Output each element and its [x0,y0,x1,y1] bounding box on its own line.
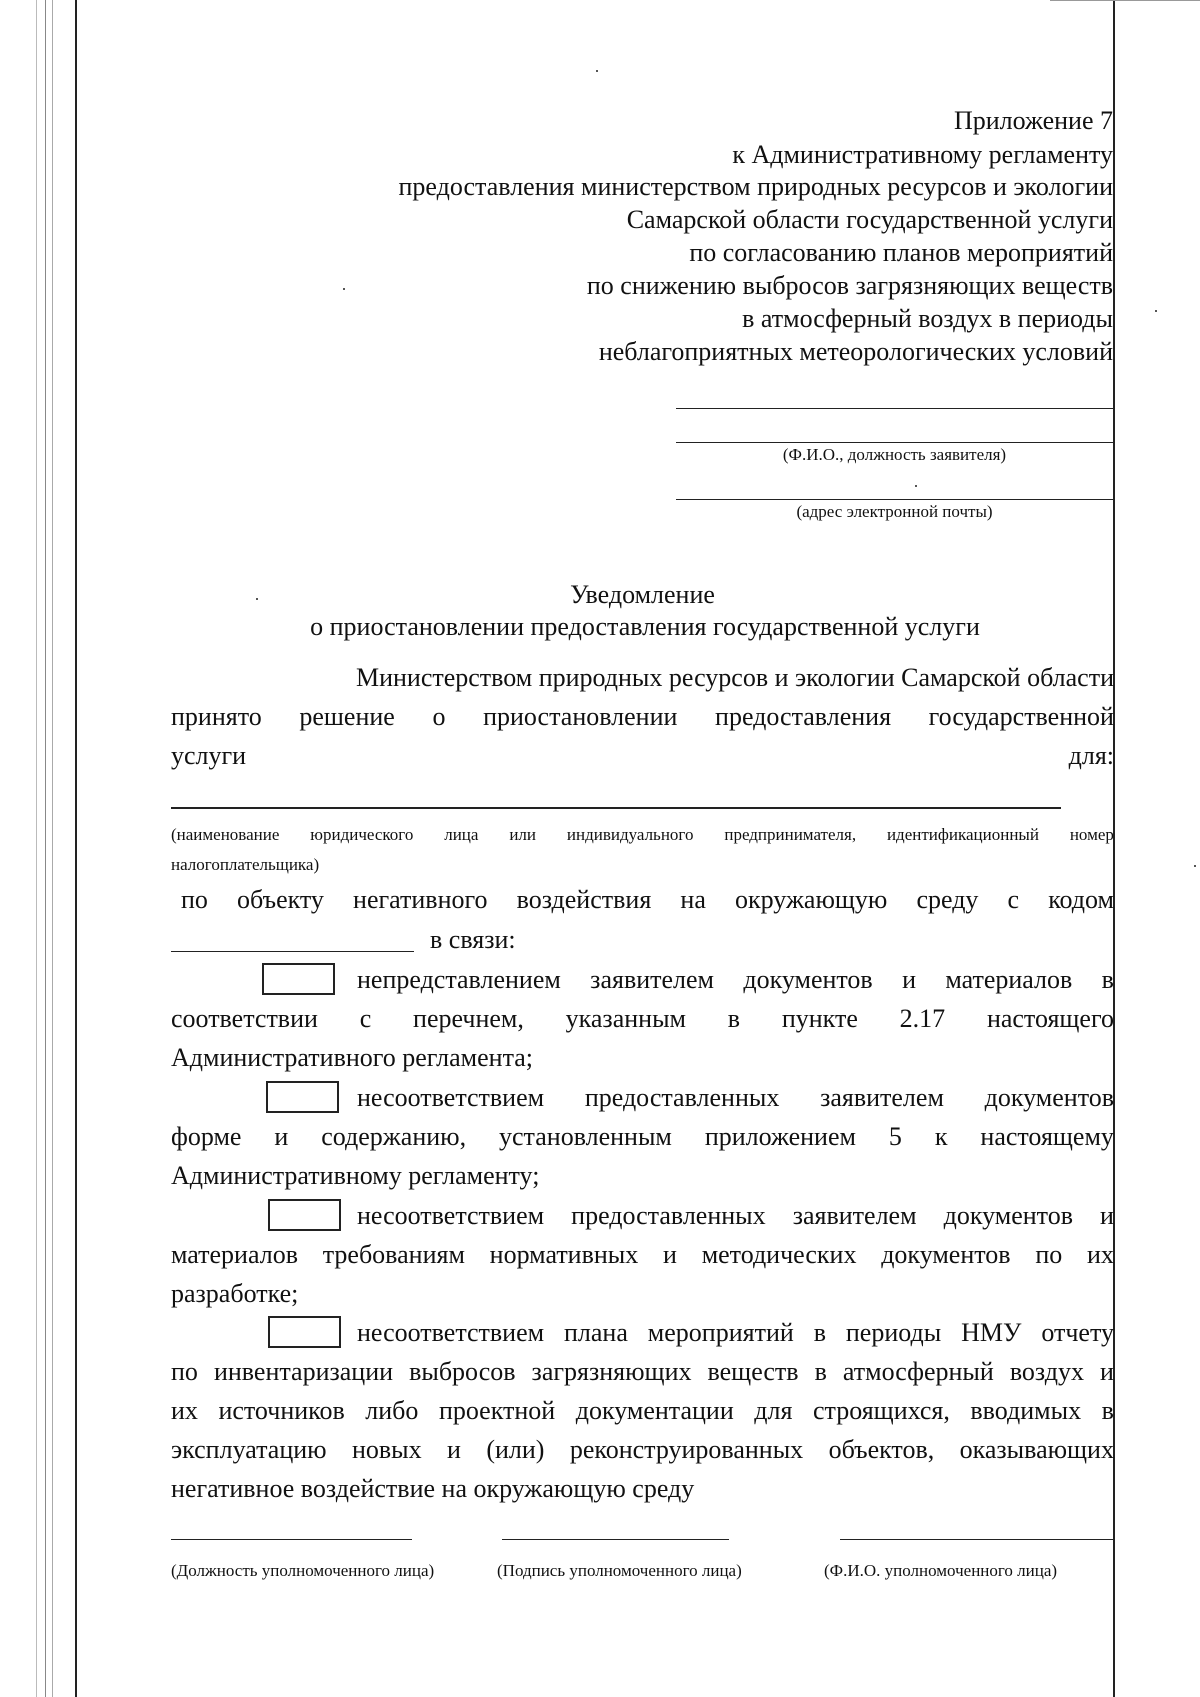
word: с [1007,885,1020,914]
reason-3-checkbox[interactable] [268,1199,341,1231]
word: проектной [438,1396,556,1425]
word: инвентаризации [213,1357,394,1386]
word: государственной [928,702,1114,731]
intro-line-1: Министерством природных ресурсов и экологии Самарской области [355,663,1114,692]
word: и [1100,1201,1114,1230]
word: их [1086,1240,1114,1269]
document-subtitle: о приостановлении предоставления государственной услуги [310,612,980,641]
word: для [754,1396,793,1425]
header-line: к Административному регламенту [732,140,1113,169]
word: непредставлением [357,965,561,994]
reason-1-line-1 [357,964,1114,996]
word: и [663,1240,677,1269]
word: НМУ [961,1318,1022,1347]
word: атмосферный [842,1357,994,1386]
scan-speck [596,70,598,72]
word: и [447,1435,461,1464]
word: кодом [1048,885,1114,914]
word: с [359,1004,372,1033]
word: 5 [888,1122,902,1151]
word: методических [701,1240,857,1269]
word: пункте [781,1004,858,1033]
word: номер [1069,825,1114,844]
word: предпринимателя, [724,825,857,844]
entity-caption-line-2: налогоплательщика) [171,855,320,874]
word: строящихся, [813,1396,950,1425]
scan-edge-right-top [1050,0,1200,1]
word: указанным [565,1004,686,1033]
word: предоставления [715,702,892,731]
word: по [181,885,208,914]
word: среду [916,885,979,914]
reason-2-checkbox[interactable] [266,1081,339,1113]
word: документов [743,965,873,994]
word: заявителем [792,1201,917,1230]
word: эксплуатацию [171,1435,327,1464]
word: предоставленных [571,1201,766,1230]
header-line: Приложение 7 [953,106,1113,135]
header-line: Самарской области государственной услуги [626,205,1113,234]
signature-position-line[interactable] [171,1539,412,1540]
word: источников [218,1396,345,1425]
applicant-name-line[interactable] [676,442,1113,443]
word: содержанию, [321,1122,467,1151]
word: идентификационный [886,825,1039,844]
word: и [902,965,916,994]
scan-edge-left [75,0,77,1697]
reason-3-line-2 [171,1239,1114,1271]
word: перечнем, [413,1004,524,1033]
signature-name-caption: (Ф.И.О. уполномоченного лица) [824,1561,1058,1580]
word: и [274,1122,289,1151]
entity-caption-line-1 [171,825,1114,845]
word: плана [564,1318,628,1347]
applicant-email-line[interactable] [676,499,1113,500]
word: окружающую [735,885,888,914]
reason-1-line-2 [171,1003,1114,1035]
reason-1-checkbox[interactable] [262,963,335,995]
word: материалов [171,1240,298,1269]
reason-4-line-1 [357,1317,1114,1349]
reason-4-line-3 [171,1395,1114,1427]
word: несоответствием [357,1083,545,1112]
word: вводимых [970,1396,1082,1425]
reason-4-checkbox[interactable] [268,1316,341,1348]
scan-edge-left-faint [45,0,46,1697]
word: их [171,1396,198,1425]
signature-sign-caption: (Подпись уполномоченного лица) [497,1561,742,1580]
reason-2-line-3: Административному регламенту; [171,1161,540,1190]
header-line: неблагоприятных метеорологических условий [598,337,1113,366]
word: в [814,1357,827,1386]
applicant-line-1[interactable] [676,408,1113,409]
scan-speck [1155,310,1157,312]
entity-name-line[interactable] [171,807,1061,809]
word: требованиям [322,1240,465,1269]
word: предоставленных [584,1083,780,1112]
word: документов [881,1240,1011,1269]
word: в [1101,1396,1114,1425]
word: и [1100,1357,1114,1386]
word: на [680,885,706,914]
word: по [171,1357,198,1386]
intro-line-3 [171,740,1114,772]
word: материалов [945,965,1073,994]
scan-speck [343,288,345,290]
scan-edge-left-faint-2 [52,0,53,1697]
word: к [934,1122,948,1151]
word: нормативных [489,1240,639,1269]
word: периоды [845,1318,942,1347]
word: настоящего [986,1004,1114,1033]
object-line-1 [181,884,1114,916]
word: форме [171,1122,242,1151]
signature-name-line[interactable] [840,1539,1113,1540]
word: 2.17 [899,1004,946,1033]
reason-4-line-2 [171,1356,1114,1388]
applicant-email-caption: (адрес электронной почты) [796,502,993,521]
reason-4-line-4 [171,1434,1114,1466]
word: лица [444,825,479,844]
word: заявителем [820,1083,944,1112]
word: документов [984,1083,1114,1112]
intro-line-2 [171,701,1114,733]
word: принято [171,702,262,731]
word: документации [575,1396,734,1425]
reason-3-line-1 [357,1200,1114,1232]
word: индивидуального [566,825,694,844]
word: документов [943,1201,1073,1230]
reason-1-line-3: Административного регламента; [171,1043,534,1072]
word: (или) [486,1435,545,1464]
word: или [509,825,537,844]
word: в [1101,965,1114,994]
reason-4-line-5: негативное воздействие на окружающую среду [171,1474,695,1503]
scan-edge-left-faint-3 [36,0,37,1697]
word: выбросов [409,1357,516,1386]
reason-3-line-3: разработке; [171,1279,299,1308]
scan-speck [915,485,917,487]
word: новых [351,1435,422,1464]
header-line: по согласованию планов мероприятий [689,238,1113,267]
word: в [813,1318,826,1347]
word: соответствии [171,1004,318,1033]
signature-sign-line[interactable] [502,1539,729,1540]
word: в [727,1004,741,1033]
word: реконструированных [569,1435,804,1464]
word: решение [299,702,395,731]
word: либо [365,1396,419,1425]
word: о [432,702,446,731]
word: оказывающих [959,1435,1114,1464]
header-line: предоставления министерством природных ресурсов и экологии [398,172,1113,201]
word: мероприятий [647,1318,794,1347]
word: несоответствием [357,1201,545,1230]
scan-speck [1194,865,1196,867]
word: веществ [707,1357,799,1386]
word: по [1035,1240,1063,1269]
object-code-line[interactable] [171,951,414,952]
reason-2-line-1 [357,1082,1114,1114]
signature-position-caption: (Должность уполномоченного лица) [171,1561,435,1580]
header-line: в атмосферный воздух в периоды [742,304,1113,333]
word: (наименование [171,825,280,844]
word: загрязняющих [531,1357,692,1386]
reason-2-line-2 [171,1121,1114,1153]
word: настоящему [980,1122,1114,1151]
word: услуги [171,741,247,770]
word: установленным [499,1122,672,1151]
word: приложением [704,1122,856,1151]
word: несоответствием [357,1318,545,1347]
word: приостановлении [483,702,678,731]
word: воздействия [516,885,652,914]
document-title: Уведомление [570,580,715,609]
word: заявителем [590,965,715,994]
word: объектов, [828,1435,935,1464]
object-line-2: в связи: [430,925,516,954]
applicant-name-caption: (Ф.И.О., должность заявителя) [782,445,1007,464]
word: объекту [237,885,324,914]
header-line: по снижению выбросов загрязняющих веществ [586,271,1113,300]
word: негативного [353,885,488,914]
word: воздух [1009,1357,1084,1386]
word: юридического [310,825,414,844]
word: отчету [1041,1318,1114,1347]
word: для: [1068,741,1114,770]
